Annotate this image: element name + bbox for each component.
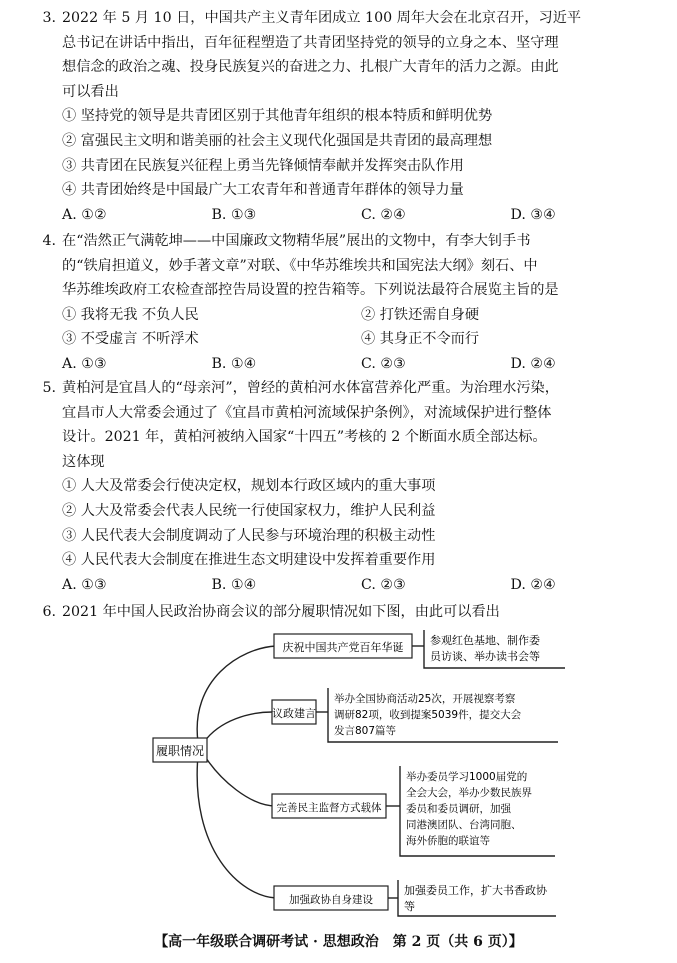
statement-option: ④ 其身正不令而行	[361, 331, 480, 348]
branch-label: 加强政协自身建设	[289, 894, 373, 906]
answer-choices	[20, 352, 660, 377]
question-stem-line: 2022 年 5 月 10 日，中国共产主义青年团成立 100 周年大会在北京召开，习近平	[62, 10, 582, 26]
choice-a: A. ①③	[62, 576, 107, 593]
question-4	[20, 229, 660, 377]
statement-option: ③ 人民代表大会制度调动了人民参与环境治理的积极主动性	[62, 527, 436, 544]
branch-label: 完善民主监督方式载体	[276, 802, 382, 814]
question-stem-line: 想信念的政治之魂、投身民族复兴的奋进之力、扎根广大青年的活力之源。由此	[62, 59, 559, 76]
statement-option: ② 打铁还需自身硬	[361, 306, 480, 323]
branch-detail-line: 举办全国协商活动25次，开展视察考察	[334, 693, 516, 705]
choice-d: D. ②④	[510, 355, 556, 372]
choice-b: B. ①④	[211, 355, 257, 372]
answer-choices	[20, 573, 660, 598]
question-stem-line: 总书记在讲话中指出，百年征程塑造了共青团坚持党的领导的立身之本、坚守理	[62, 34, 559, 51]
question-stem-line: 设计。2021 年，黄柏河被纳入国家“十四五”考核的 2 个断面水质全部达标。	[62, 429, 547, 446]
question-3	[20, 6, 660, 227]
statement-option: ② 人大及常委会代表人民统一行使国家权力，维护人民利益	[62, 502, 436, 519]
statement-option: ③ 共青团在民族复兴征程上勇当先锋倾情奉献并发挥突击队作用	[62, 157, 464, 174]
choice-d: D. ③④	[510, 206, 556, 223]
choice-b: B. ①③	[211, 206, 257, 223]
question-stem-line: 在“浩然正气满乾坤——中国廉政文物精华展”展出的文物中，有李大钊手书	[62, 233, 531, 249]
branch-detail-line: 同港澳团队、台湾同胞、	[406, 819, 522, 831]
connector-line	[204, 712, 272, 742]
branch-detail-line: 发言807篇等	[334, 725, 397, 737]
statement-option: ① 人大及常委会行使决定权，规划本行政区域内的重大事项	[62, 478, 436, 495]
connector-lines	[197, 646, 424, 898]
choice-c: C. ②④	[361, 206, 406, 223]
connector-line	[204, 755, 276, 806]
statement-option: ① 我将无我 不负人民	[62, 306, 199, 323]
statement-option: ① 坚持党的领导是共青团区别于其他青年组织的根本特质和鲜明优势	[62, 108, 493, 125]
question-stem-line: 宜昌市人大常委会通过了《宜昌市黄柏河流域保护条例》，对流域保护进行整体	[62, 404, 552, 421]
question-stem-line: 的“铁肩担道义，妙手著文章”对联、《中华苏维埃共和国宪法大纲》刻石、中	[62, 257, 538, 274]
duty-performance-diagram	[0, 620, 677, 920]
question-stem-line: 可以看出	[62, 83, 119, 100]
choice-b: B. ①④	[211, 576, 257, 593]
statement-option-row	[20, 303, 660, 328]
statement-option: ② 富强民主文明和谐美丽的社会主义现代化强国是共青团的最高理想	[62, 132, 493, 149]
branch-detail-line: 员访谈、举办读书会等	[430, 650, 540, 663]
choice-c: C. ②③	[361, 576, 406, 593]
branch-label: 庆祝中国共产党百年华诞	[282, 641, 404, 654]
question-number: 3.	[42, 10, 56, 26]
question-number: 6.	[42, 604, 56, 620]
branch-detail-line: 参观红色基地、制作委	[430, 634, 540, 647]
branch-detail-line: 举办委员学习1000届党的	[406, 771, 528, 783]
question-number: 4.	[42, 233, 56, 249]
branch-label: 议政建言	[272, 707, 316, 720]
statement-option-row	[20, 327, 660, 352]
branch-detail-line: 调研82项，收到提案5039件，提交大会	[334, 709, 522, 721]
branch-detail-line: 全会大会，举办少数民族界	[406, 787, 532, 799]
question-stem-line: 黄柏河是宜昌人的“母亲河”，曾经的黄柏河水体富营养化严重。为治理水污染，	[62, 380, 559, 396]
center-label: 履职情况	[155, 744, 205, 758]
question-stem-line: 2021 年中国人民政治协商会议的部分履职情况如下图，由此可以看出	[62, 604, 500, 620]
branch-detail-line: 委员和委员调研，加强	[406, 803, 511, 815]
choice-c: C. ②③	[361, 355, 406, 372]
statement-option: ③ 不受虚言 不听浮术	[62, 331, 199, 348]
statement-option: ④ 人民代表大会制度在推进生态文明建设中发挥着重要作用	[62, 552, 436, 569]
question-stem-line: 这体现	[62, 453, 105, 470]
connector-line	[197, 755, 276, 898]
question-5	[20, 376, 660, 597]
question-stem-line: 华苏维埃政府工农检查部控告局设置的控告箱等。下列说法最符合展览主旨的是	[62, 282, 559, 299]
statement-option: ④ 共青团始终是中国最广大工农青年和普通青年群体的领导力量	[62, 182, 464, 199]
branch-detail-line: 等	[404, 900, 415, 913]
choice-d: D. ②④	[510, 576, 556, 593]
choice-a: A. ①③	[62, 355, 107, 372]
branch-detail-line: 加强委员工作，扩大书香政协	[404, 884, 547, 897]
question-number: 5.	[42, 380, 56, 396]
connector-line	[197, 646, 276, 742]
answer-choices	[20, 203, 660, 228]
page-footer: 【高一年级联合调研考试 · 思想政治 第 2 页（共 6 页）】	[154, 934, 523, 950]
choice-a: A. ①②	[62, 206, 107, 223]
branch-detail-line: 海外侨胞的联谊等	[406, 835, 490, 847]
